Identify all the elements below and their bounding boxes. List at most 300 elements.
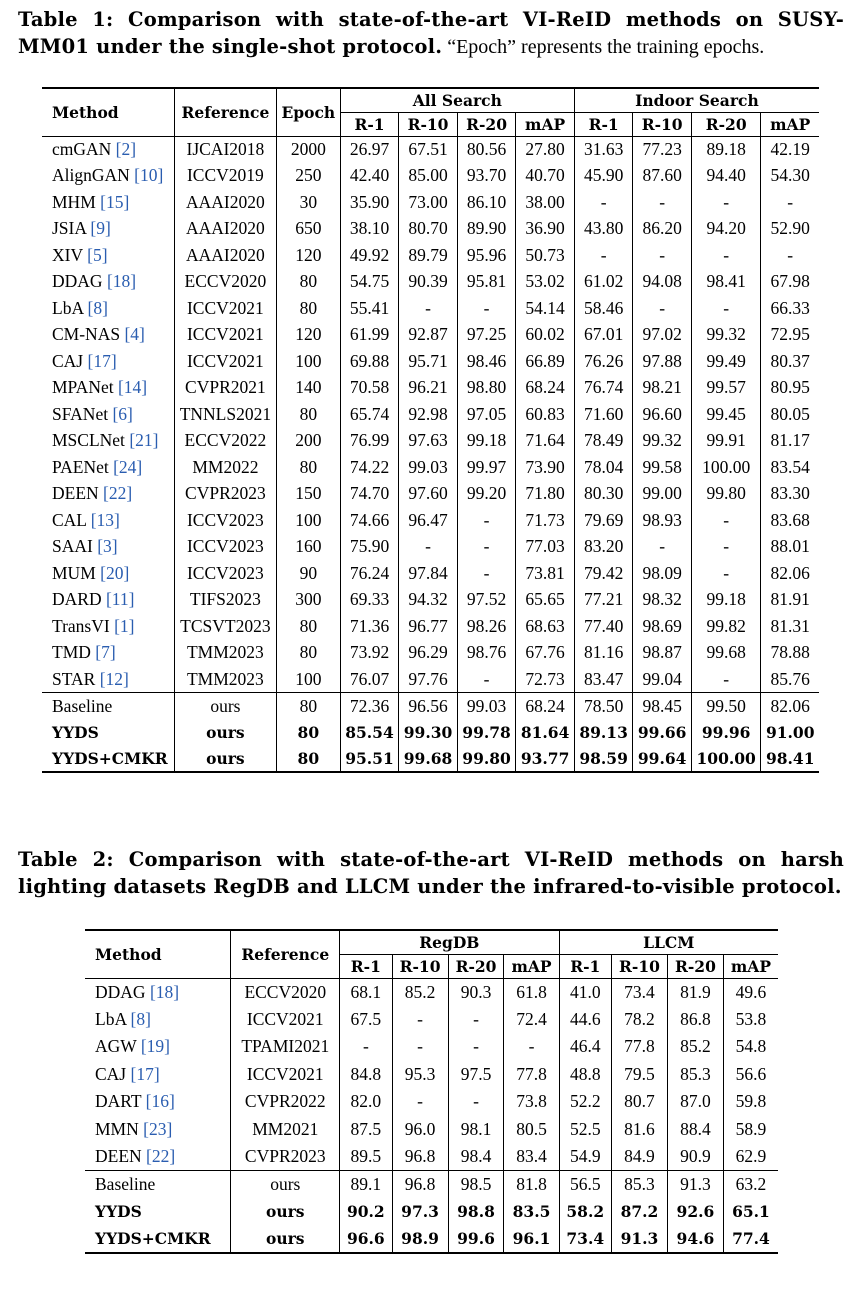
value-cell: 65.1 xyxy=(732,1202,770,1222)
value-cell: 98.21 xyxy=(633,375,692,402)
method-cell xyxy=(85,1143,231,1171)
value-cell: 84.9 xyxy=(612,1143,668,1171)
table1 xyxy=(42,87,819,773)
value-cell: 56.5 xyxy=(559,1171,611,1199)
value-cell: 79.5 xyxy=(612,1061,668,1089)
table-row-ours xyxy=(42,693,819,720)
value-cell: 99.03 xyxy=(457,693,516,720)
citation-link[interactable]: [12] xyxy=(99,668,129,689)
value-cell: 62.9 xyxy=(735,1146,767,1166)
value-cell: - xyxy=(574,189,633,216)
citation-link[interactable]: [22] xyxy=(146,1146,176,1166)
header-metric: R-20 xyxy=(691,112,761,136)
table-row xyxy=(42,136,819,163)
value-cell: 73.00 xyxy=(399,189,458,216)
value-cell: 96.77 xyxy=(399,613,458,640)
value-cell: - xyxy=(457,507,516,534)
header-method: Method xyxy=(42,88,174,136)
citation-link[interactable]: [8] xyxy=(87,297,108,318)
value-cell: 98.41 xyxy=(691,269,761,296)
method-cell xyxy=(42,534,174,561)
value-cell: 96.8 xyxy=(392,1143,448,1171)
citation-link[interactable]: [23] xyxy=(143,1118,173,1139)
value-cell: 79.42 xyxy=(574,560,633,587)
table-row-ours xyxy=(85,1171,778,1199)
table2-caption xyxy=(18,846,844,900)
value-cell: 97.60 xyxy=(399,481,458,508)
table-row xyxy=(42,295,819,322)
method-cell xyxy=(42,481,174,508)
value-cell: 71.80 xyxy=(516,481,575,508)
method-name: DART xyxy=(95,1091,142,1112)
header-all-search: All Search xyxy=(340,88,574,112)
value-cell: 91.3 xyxy=(612,1226,668,1254)
header-metric: R-1 xyxy=(340,112,399,136)
reference-cell: CVPR2023 xyxy=(174,481,276,508)
method-cell xyxy=(42,189,174,216)
value-cell: 98.46 xyxy=(457,348,516,375)
table-row xyxy=(85,1061,778,1089)
method-cell xyxy=(85,1088,231,1116)
method-name: SFANet xyxy=(52,403,109,424)
value-cell: 35.90 xyxy=(340,189,399,216)
value-cell: 26.97 xyxy=(340,136,399,163)
value-cell: 100.00 xyxy=(691,746,761,773)
value-cell: 99.32 xyxy=(691,322,761,349)
epoch-cell: 80 xyxy=(276,613,340,640)
value-cell: 89.18 xyxy=(691,136,761,163)
method-cell xyxy=(42,348,174,375)
value-cell: 77.8 xyxy=(612,1033,668,1061)
value-cell: 95.81 xyxy=(457,269,516,296)
value-cell: 99.97 xyxy=(457,454,516,481)
value-cell: 65.65 xyxy=(516,587,575,614)
method-cell xyxy=(85,1033,231,1061)
value-cell: 54.30 xyxy=(770,165,810,186)
value-cell: 83.5 xyxy=(504,1198,559,1226)
value-cell: 97.05 xyxy=(457,401,516,428)
value-cell: 65.74 xyxy=(340,401,399,428)
table1-caption xyxy=(18,6,844,61)
value-cell: 77.03 xyxy=(516,534,575,561)
table-row xyxy=(42,640,819,667)
value-cell: 85.2 xyxy=(667,1033,723,1061)
value-cell: 98.76 xyxy=(457,640,516,667)
value-cell: 98.45 xyxy=(633,693,692,720)
header-metric: mAP xyxy=(504,954,559,978)
epoch-cell: 200 xyxy=(276,428,340,455)
value-cell: - xyxy=(691,507,761,534)
value-cell: 98.32 xyxy=(633,587,692,614)
header-metric: R-10 xyxy=(392,954,448,978)
epoch-cell: 650 xyxy=(276,216,340,243)
value-cell: 54.8 xyxy=(735,1036,767,1057)
value-cell: 99.68 xyxy=(399,746,458,773)
method-cell xyxy=(42,322,174,349)
value-cell: 45.90 xyxy=(574,163,633,190)
value-cell: 53.8 xyxy=(735,1008,767,1029)
citation-link[interactable]: [6] xyxy=(112,403,133,424)
value-cell: 75.90 xyxy=(340,534,399,561)
value-cell: 99.18 xyxy=(457,428,516,455)
method-name: TransVI xyxy=(52,615,110,636)
value-cell: 81.91 xyxy=(770,589,810,610)
reference-cell: ICCV2019 xyxy=(174,163,276,190)
value-cell: - xyxy=(691,534,761,561)
epoch-cell: 80 xyxy=(276,401,340,428)
value-cell: 71.64 xyxy=(516,428,575,455)
method-name: CAL xyxy=(52,509,87,530)
citation-link[interactable]: [13] xyxy=(90,509,120,530)
method-name: MPANet xyxy=(52,377,114,398)
citation-link[interactable]: [15] xyxy=(100,191,130,212)
value-cell: 89.5 xyxy=(340,1143,392,1171)
value-cell: - xyxy=(457,666,516,693)
value-cell: 96.60 xyxy=(633,401,692,428)
table-row xyxy=(85,1006,778,1034)
reference-cell: ICCV2021 xyxy=(174,295,276,322)
value-cell: 92.98 xyxy=(399,401,458,428)
epoch-cell: 80 xyxy=(276,454,340,481)
method-name: SAAI xyxy=(52,536,93,557)
epoch-cell: 120 xyxy=(276,242,340,269)
value-cell: 87.60 xyxy=(633,163,692,190)
value-cell: 99.58 xyxy=(633,454,692,481)
value-cell: 87.2 xyxy=(612,1198,668,1226)
citation-link[interactable]: [17] xyxy=(130,1063,160,1084)
value-cell: - xyxy=(448,1006,504,1034)
value-cell: 54.9 xyxy=(559,1143,611,1171)
method-name: TMD xyxy=(52,642,91,663)
value-cell: 98.09 xyxy=(633,560,692,587)
value-cell: 93.77 xyxy=(516,746,575,773)
reference-cell: CVPR2022 xyxy=(231,1088,340,1116)
epoch-cell: 150 xyxy=(276,481,340,508)
method-name: MHM xyxy=(52,191,96,212)
header-metric: mAP xyxy=(770,114,811,134)
method-name: YYDS xyxy=(85,1198,231,1226)
method-name: YYDS+CMKR xyxy=(42,746,174,773)
value-cell: - xyxy=(448,1033,504,1061)
value-cell: 66.33 xyxy=(770,297,810,318)
citation-link[interactable]: [9] xyxy=(90,218,111,239)
value-cell: 99.78 xyxy=(457,719,516,746)
value-cell: 61.02 xyxy=(574,269,633,296)
citation-link[interactable]: [10] xyxy=(134,165,164,186)
value-cell: 87.0 xyxy=(667,1088,723,1116)
method-name: STAR xyxy=(52,668,96,689)
method-name: XIV xyxy=(52,244,83,265)
table-row xyxy=(42,401,819,428)
method-name: DEEN xyxy=(52,483,99,504)
table-row xyxy=(42,216,819,243)
citation-link[interactable]: [7] xyxy=(95,642,116,663)
method-name: CM-NAS xyxy=(52,324,121,345)
value-cell: 89.79 xyxy=(399,242,458,269)
epoch-cell: 100 xyxy=(276,507,340,534)
value-cell: 85.2 xyxy=(392,978,448,1006)
method-name: Baseline xyxy=(42,693,174,720)
method-cell xyxy=(85,978,231,1006)
value-cell: 48.8 xyxy=(559,1061,611,1089)
value-cell: 86.20 xyxy=(633,216,692,243)
table-row xyxy=(42,163,819,190)
header-metric: R-10 xyxy=(633,112,692,136)
value-cell: 83.4 xyxy=(504,1143,559,1171)
method-name: cmGAN xyxy=(52,139,112,159)
method-name: AGW xyxy=(95,1036,137,1057)
value-cell: 73.81 xyxy=(516,560,575,587)
citation-link[interactable]: [20] xyxy=(100,562,130,583)
epoch-cell: 2000 xyxy=(276,136,340,163)
table-row xyxy=(42,666,819,693)
value-cell: 61.8 xyxy=(504,978,559,1006)
value-cell: 73.8 xyxy=(504,1088,559,1116)
table-row xyxy=(42,560,819,587)
method-name: PAENet xyxy=(52,456,109,477)
value-cell: 68.1 xyxy=(340,978,392,1006)
value-cell: 40.70 xyxy=(516,163,575,190)
method-cell xyxy=(42,295,174,322)
value-cell: 93.70 xyxy=(457,163,516,190)
value-cell: 82.06 xyxy=(770,562,810,583)
value-cell: - xyxy=(574,242,633,269)
value-cell: 80.5 xyxy=(504,1116,559,1144)
value-cell: 76.74 xyxy=(574,375,633,402)
value-cell: 49.92 xyxy=(340,242,399,269)
table1-caption-bold: Table 1: Comparison with state-of-the-art VI-ReID methods on SUSY-MM01 under the single-shot protocol. xyxy=(18,8,844,58)
method-name: Baseline xyxy=(85,1171,231,1199)
epoch-cell: 80 xyxy=(276,269,340,296)
reference-cell: ours xyxy=(231,1171,340,1199)
table-row xyxy=(42,348,819,375)
value-cell: 71.73 xyxy=(516,507,575,534)
citation-link[interactable]: [5] xyxy=(87,244,108,265)
reference-cell: ECCV2022 xyxy=(174,428,276,455)
value-cell: 86.10 xyxy=(457,189,516,216)
value-cell: 99.03 xyxy=(399,454,458,481)
epoch-cell: 80 xyxy=(276,719,340,746)
value-cell: 81.16 xyxy=(574,640,633,667)
value-cell: 83.20 xyxy=(574,534,633,561)
value-cell: 94.08 xyxy=(633,269,692,296)
value-cell: 80.70 xyxy=(399,216,458,243)
value-cell: 85.3 xyxy=(612,1171,668,1199)
value-cell: 73.90 xyxy=(516,454,575,481)
citation-link[interactable]: [11] xyxy=(105,589,135,610)
value-cell: 58.2 xyxy=(559,1198,611,1226)
method-name: DDAG xyxy=(52,271,103,292)
value-cell: - xyxy=(787,191,794,212)
value-cell: 83.54 xyxy=(770,456,810,477)
value-cell: 100.00 xyxy=(691,454,761,481)
header-metric: R-10 xyxy=(399,112,458,136)
value-cell: 36.90 xyxy=(516,216,575,243)
reference-cell: ICCV2021 xyxy=(231,1006,340,1034)
table1-caption-plain: “Epoch” represents the training epochs. xyxy=(442,36,765,58)
value-cell: - xyxy=(691,242,761,269)
value-cell: 78.2 xyxy=(612,1006,668,1034)
value-cell: 80.37 xyxy=(770,350,810,371)
citation-link[interactable]: [8] xyxy=(130,1008,151,1029)
value-cell: 42.19 xyxy=(770,139,810,159)
reference-cell: AAAI2020 xyxy=(174,189,276,216)
value-cell: 56.6 xyxy=(735,1063,767,1084)
value-cell: 82.0 xyxy=(340,1088,392,1116)
value-cell: 73.4 xyxy=(559,1226,611,1254)
reference-cell: TPAMI2021 xyxy=(231,1033,340,1061)
citation-link[interactable]: [3] xyxy=(97,536,118,557)
value-cell: 99.82 xyxy=(691,613,761,640)
value-cell: 71.60 xyxy=(574,401,633,428)
value-cell: 72.73 xyxy=(516,666,575,693)
value-cell: 71.36 xyxy=(340,613,399,640)
value-cell: 98.59 xyxy=(574,746,633,773)
reference-cell: ours xyxy=(231,1198,340,1226)
value-cell: 99.50 xyxy=(691,693,761,720)
value-cell: 49.6 xyxy=(735,981,767,1002)
value-cell: 77.40 xyxy=(574,613,633,640)
method-name: LbA xyxy=(52,297,84,318)
value-cell: 98.69 xyxy=(633,613,692,640)
value-cell: 98.4 xyxy=(448,1143,504,1171)
value-cell: - xyxy=(392,1033,448,1061)
citation-link[interactable]: [19] xyxy=(140,1036,171,1057)
value-cell: 98.9 xyxy=(392,1226,448,1254)
value-cell: 81.8 xyxy=(504,1171,559,1199)
value-cell: 77.4 xyxy=(732,1229,770,1249)
epoch-cell: 160 xyxy=(276,534,340,561)
value-cell: 63.2 xyxy=(735,1174,767,1194)
value-cell: 54.75 xyxy=(340,269,399,296)
epoch-cell: 140 xyxy=(276,375,340,402)
citation-link[interactable]: [24] xyxy=(113,456,143,477)
value-cell: 73.92 xyxy=(340,640,399,667)
value-cell: 60.02 xyxy=(516,322,575,349)
header-metric: R-10 xyxy=(612,954,668,978)
citation-link[interactable]: [14] xyxy=(117,377,148,398)
reference-cell: ECCV2020 xyxy=(174,269,276,296)
value-cell: - xyxy=(340,1033,392,1061)
value-cell: 98.93 xyxy=(633,507,692,534)
value-cell: 99.96 xyxy=(691,719,761,746)
value-cell: 85.76 xyxy=(770,668,810,689)
method-name: CAJ xyxy=(95,1063,127,1084)
value-cell: - xyxy=(457,560,516,587)
table-row-ours xyxy=(85,1198,778,1226)
value-cell: 58.9 xyxy=(735,1118,767,1139)
citation-link[interactable]: [4] xyxy=(124,324,145,345)
citation-link[interactable]: [22] xyxy=(103,483,133,504)
value-cell: 81.6 xyxy=(612,1116,668,1144)
citation-link[interactable]: [18] xyxy=(106,271,137,292)
epoch-cell: 30 xyxy=(276,189,340,216)
table-row xyxy=(42,269,819,296)
value-cell: - xyxy=(691,560,761,587)
method-cell xyxy=(42,136,174,163)
value-cell: 61.99 xyxy=(340,322,399,349)
value-cell: 85.54 xyxy=(340,719,399,746)
citation-link[interactable]: [17] xyxy=(87,350,117,371)
reference-cell: ECCV2020 xyxy=(231,978,340,1006)
value-cell: - xyxy=(392,1006,448,1034)
value-cell: 99.18 xyxy=(691,587,761,614)
citation-link[interactable]: [16] xyxy=(145,1091,175,1112)
reference-cell: ours xyxy=(174,693,276,720)
value-cell: 80.56 xyxy=(457,136,516,163)
table-row xyxy=(42,322,819,349)
method-cell xyxy=(42,560,174,587)
header-reference: Reference xyxy=(231,930,340,978)
value-cell: 80.05 xyxy=(770,403,810,424)
reference-cell: ours xyxy=(231,1226,340,1254)
method-cell xyxy=(42,375,174,402)
value-cell: - xyxy=(457,295,516,322)
value-cell: 83.68 xyxy=(770,509,810,530)
value-cell: 96.1 xyxy=(504,1226,559,1254)
table-row xyxy=(85,978,778,1006)
reference-cell: ICCV2021 xyxy=(174,348,276,375)
value-cell: 95.71 xyxy=(399,348,458,375)
citation-link[interactable]: [1] xyxy=(114,615,135,636)
citation-link[interactable]: [18] xyxy=(149,981,180,1002)
value-cell: 99.68 xyxy=(691,640,761,667)
table-row xyxy=(42,587,819,614)
header-reference: Reference xyxy=(174,88,276,136)
citation-link[interactable]: [21] xyxy=(129,430,159,451)
value-cell: 99.45 xyxy=(691,401,761,428)
header-epoch: Epoch xyxy=(276,88,340,136)
value-cell: 76.99 xyxy=(340,428,399,455)
value-cell: - xyxy=(691,189,761,216)
value-cell: 67.98 xyxy=(770,271,810,292)
value-cell: 52.90 xyxy=(770,218,810,239)
value-cell: 97.76 xyxy=(399,666,458,693)
value-cell: 98.5 xyxy=(448,1171,504,1199)
value-cell: 96.56 xyxy=(399,693,458,720)
method-cell xyxy=(42,454,174,481)
value-cell: - xyxy=(691,666,761,693)
table-row xyxy=(42,481,819,508)
epoch-cell: 80 xyxy=(276,295,340,322)
value-cell: - xyxy=(691,295,761,322)
method-cell xyxy=(85,1006,231,1034)
value-cell: - xyxy=(633,295,692,322)
table-row xyxy=(42,613,819,640)
value-cell: 89.1 xyxy=(340,1171,392,1199)
method-cell xyxy=(42,613,174,640)
value-cell: 94.20 xyxy=(691,216,761,243)
value-cell: 59.8 xyxy=(735,1091,767,1112)
value-cell: 72.4 xyxy=(504,1006,559,1034)
method-cell xyxy=(42,401,174,428)
value-cell: - xyxy=(633,242,692,269)
value-cell: 80.95 xyxy=(770,377,810,398)
header-method: Method xyxy=(85,930,231,978)
header-metric: mAP xyxy=(730,956,771,976)
table-row xyxy=(85,1033,778,1061)
reference-cell: TMM2023 xyxy=(174,640,276,667)
value-cell: 98.26 xyxy=(457,613,516,640)
value-cell: 87.5 xyxy=(340,1116,392,1144)
value-cell: 83.47 xyxy=(574,666,633,693)
citation-link[interactable]: [2] xyxy=(115,139,137,159)
value-cell: 99.20 xyxy=(457,481,516,508)
method-name: MSCLNet xyxy=(52,430,125,451)
value-cell: 98.87 xyxy=(633,640,692,667)
value-cell: 74.70 xyxy=(340,481,399,508)
value-cell: 90.3 xyxy=(448,978,504,1006)
